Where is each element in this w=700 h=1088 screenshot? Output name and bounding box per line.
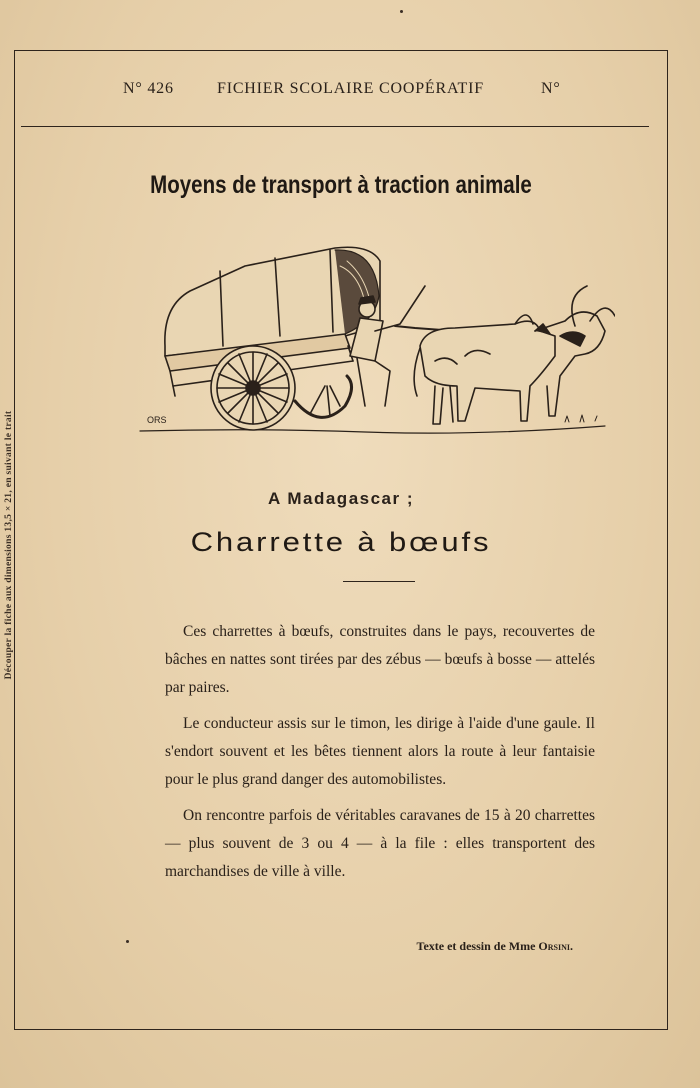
paragraph: Le conducteur assis sur le timon, les dirige à l'aide d'une gaule. Il s'endort souvent et les bêtes tiennent alors la route à leur fantaisie pour le plus grand danger des automobilistes.: [165, 715, 595, 788]
body-text: [165, 618, 595, 894]
cutting-instruction-text: Découper la fiche aux dimensions 13,5 × 21, en suivant le trait: [4, 410, 14, 680]
paragraph: On rencontre parfois de véritables caravanes de 15 à 20 charrettes — plus souvent de 3 ou 4 — à la file : elles transportent des marchandises de ville à ville.: [165, 807, 595, 880]
page-title: Moyens de transport à traction animale: [150, 171, 532, 199]
credit-prefix: Texte et dessin de Mme: [416, 939, 536, 953]
author-credit: [417, 939, 573, 954]
covered-cart-icon: [165, 247, 380, 430]
card-series-title: FICHIER SCOLAIRE COOPÉRATIF: [217, 80, 484, 97]
illustration-signature: ORS: [147, 415, 167, 425]
school-card: [14, 50, 668, 1030]
ox-cart-illustration: [135, 236, 615, 451]
card-header: [15, 75, 667, 103]
paragraph: Ces charrettes à bœufs, construites dans le pays, recouvertes de bâches en nattes sont tirées par des zébus — bœufs à bosse — attelés par paires.: [165, 623, 595, 696]
paper-speck: [400, 10, 403, 13]
subject-title: Charrette à bœufs: [190, 527, 492, 557]
card-number: N° 426: [123, 80, 174, 97]
card-number-blank: N°: [541, 80, 561, 97]
paper-speck: [126, 940, 129, 943]
credit-name: Orsini.: [538, 939, 573, 953]
location-heading: A Madagascar ;: [267, 489, 415, 508]
title-divider: [343, 581, 415, 582]
zebu-oxen-icon: [414, 286, 615, 424]
header-divider: [21, 126, 649, 127]
